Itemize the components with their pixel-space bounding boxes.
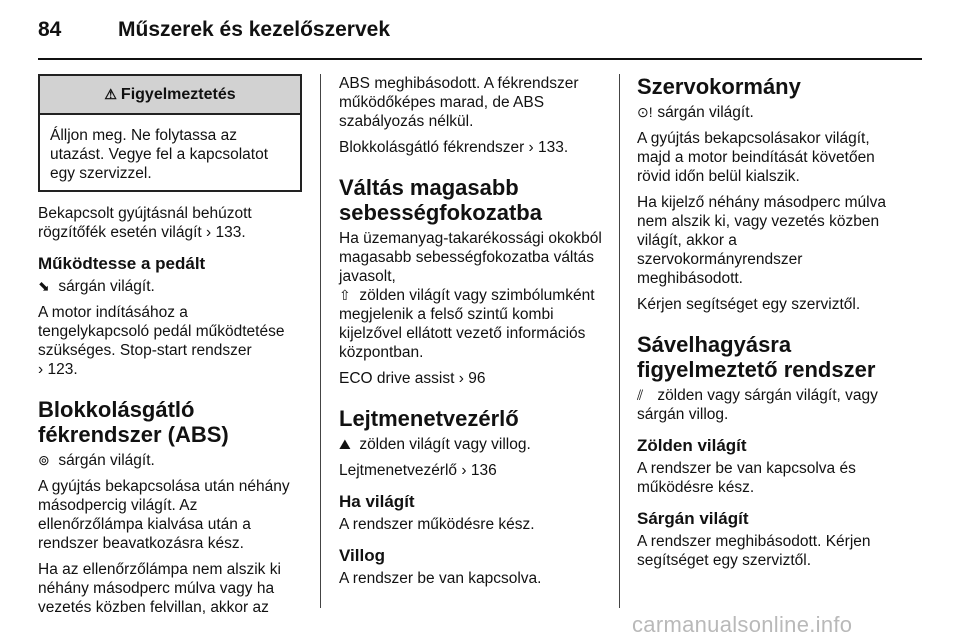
gear-shift-up-icon: ⇧ [339, 287, 351, 303]
paragraph: A rendszer be van kapcsolva. [339, 570, 542, 587]
section-title: Blokkolásgátló fékrendszer (ABS) [38, 397, 229, 447]
clutch-pedal-icon: ⬊ [38, 278, 50, 294]
power-steering-icon: ⊙! [637, 104, 653, 120]
paragraph: A motor indításához a tengelykapcsoló pedál működtetése szükséges. Stop-start rendszer › 123. [38, 304, 285, 378]
section-title: Szervokormány [637, 74, 801, 99]
page-ref[interactable]: 133. [215, 224, 246, 241]
subsection-heading: Zölden világít [637, 436, 747, 455]
watermark: carmanualsonline.info [632, 612, 853, 637]
column-divider [320, 74, 321, 608]
warning-box [38, 74, 302, 192]
subsection-heading: Ha világít [339, 492, 415, 511]
page-ref[interactable]: 133. [538, 139, 569, 156]
paragraph: ⊚ sárgán világít. [38, 452, 155, 469]
page-ref-arrow-icon: › [458, 370, 464, 387]
page-ref[interactable]: 123. [47, 361, 78, 378]
column-divider [619, 74, 620, 608]
paragraph: ⛰ zölden világít vagy villog. [339, 436, 531, 453]
warning-header [40, 76, 300, 115]
page-ref-arrow-icon: › [528, 139, 534, 156]
paragraph: A gyújtás bekapcsolásakor világít, majd a motor beindítását követően rövid időn belül kialszik. [637, 130, 875, 185]
subsection-heading: Villog [339, 546, 385, 565]
warning-text: Álljon meg. Ne folytassa az utazást. Vegye fel a kapcsolatot egy szervizzel. [50, 127, 268, 182]
paragraph: Bekapcsolt gyújtásnál behúzott rögzítőfék esetén világít › 133. [38, 205, 252, 241]
column-2 [339, 74, 605, 595]
lane-departure-icon: ⫽ [637, 387, 644, 403]
section-title: Sávelhagyásra figyelmeztető rendszer [637, 332, 876, 382]
paragraph: ABS meghibásodott. A fékrendszer működőképes marad, de ABS szabályozás nélkül. [339, 75, 579, 130]
page-ref-arrow-icon: › [38, 361, 44, 378]
hill-descent-icon: ⛰ [339, 436, 351, 452]
subsection-heading: Sárgán világít [637, 509, 749, 528]
chapter-title: Műszerek és kezelőszervek [118, 18, 391, 41]
page-header [38, 12, 922, 52]
paragraph: ECO drive assist › 96 [339, 370, 486, 387]
page-ref-arrow-icon: › [461, 462, 467, 479]
page-ref-arrow-icon: › [206, 224, 212, 241]
section-title: Váltás magasabb sebességfokozatba [339, 175, 542, 225]
paragraph: Lejtmenetvezérlő › 136 [339, 462, 497, 479]
warning-title: Figyelmeztetés [120, 86, 236, 103]
paragraph: A gyújtás bekapcsolása után néhány másodpercig világít. Az ellenőrzőlámpa kialvása után a rendszer beavatkozásra kész. [38, 478, 290, 552]
paragraph: Ha kijelző néhány másodperc múlva nem alszik ki, vagy vezetés közben világít, akkor a szervokormányrendszer meghibásodott. [637, 194, 886, 287]
abs-icon: ⊚ [38, 452, 50, 468]
paragraph: ⫽ zölden vagy sárgán világít, vagy sárgán villog. [637, 387, 878, 423]
page-ref[interactable]: 96 [468, 370, 486, 387]
column-3 [637, 74, 905, 577]
warning-triangle-icon: ⚠ [104, 86, 117, 102]
paragraph: ⊙! sárgán világít. [637, 104, 754, 121]
section-title: Lejtmenetvezérlő [339, 406, 519, 431]
section-heading: Működtesse a pedált [38, 254, 206, 273]
paragraph: Ha az ellenőrzőlámpa nem alszik ki néhány másodperc múlva vagy ha vezetés közben felvillan, akkor az [38, 561, 281, 616]
column-1 [38, 74, 302, 624]
paragraph: A rendszer meghibásodott. Kérjen segítséget egy szerviztől. [637, 533, 871, 569]
paragraph: A rendszer működésre kész. [339, 516, 535, 533]
page-ref[interactable]: 136 [470, 462, 497, 479]
header-rule [38, 58, 922, 60]
paragraph: A rendszer be van kapcsolva és működésre kész. [637, 460, 856, 496]
page-number: 84 [38, 18, 62, 41]
paragraph: ⬊ sárgán világít. [38, 278, 155, 295]
paragraph: Blokkolásgátló fékrendszer › 133. [339, 139, 569, 156]
paragraph: Kérjen segítséget egy szerviztől. [637, 296, 861, 313]
paragraph: Ha üzemanyag-takarékossági okokból magasabb sebességfokozatba váltás javasolt, ⇧ zölden világít vagy szimbólumként megjelenik a felső szintű kombi kijelzővel ellátott vezető információs központban. [339, 230, 602, 361]
